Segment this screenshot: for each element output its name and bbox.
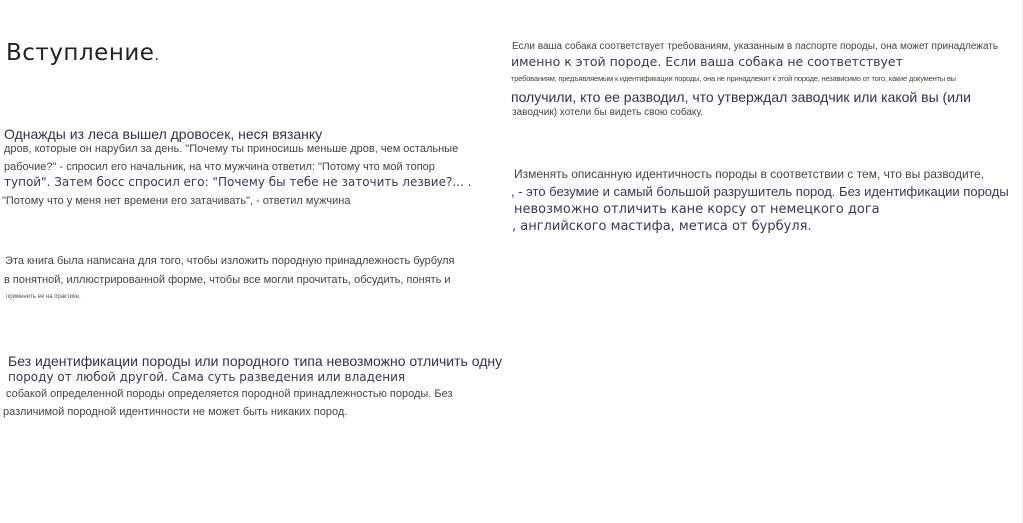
right-p2-line-3: невозможно отличить кане корсу от немецкого дога bbox=[514, 202, 880, 217]
right-p2-line-4: , английского мастифа, метиса от бурбуля. bbox=[512, 219, 812, 234]
left-p2-line-1: Эта книга была написана для того, чтобы изложить породную принадлежность бурбуля bbox=[5, 255, 455, 267]
left-p1-line-3: рабочие?" - спросил его начальник, на что мужчина ответил: "Потому что мой топор bbox=[4, 161, 435, 173]
left-p3-line-4: различимой породной идентичности не может быть никаких пород. bbox=[3, 406, 348, 418]
left-p3-line-2: породу от любой другой. Сама суть разведения или владения bbox=[8, 370, 406, 384]
right-p1-line-3: требованиям, предъявляемым к идентификации породы, она не принадлежит к этой породе, независимо от того, какие документы вы bbox=[511, 74, 956, 83]
left-p2-line-2: в понятной, иллюстрированной форме, чтобы все могли прочитать, обсудить, понять и bbox=[4, 274, 451, 286]
left-p2-line-3: применить ее на практике. bbox=[6, 294, 81, 300]
right-p2-line-1: Изменять описанную идентичность породы в соответствии с тем, что вы разводите, bbox=[514, 167, 985, 181]
page-title bbox=[6, 40, 159, 66]
right-p1-line-4: получили, кто ее разводил, что утверждал заводчик или какой вы (или bbox=[511, 89, 972, 105]
left-p3-line-1: Без идентификации породы или породного типа невозможно отличить одну bbox=[8, 353, 503, 369]
right-p1-line-5: заводчик) хотели бы видеть свою собаку. bbox=[512, 107, 704, 118]
left-p1-line-2: дров, которые он нарубил за день. "Почему ты приносишь меньше дров, чем остальные bbox=[4, 143, 459, 155]
left-p3-line-3: собакой определенной породы определяется породной принадлежностью породы. Без bbox=[6, 388, 453, 400]
title-dot: . bbox=[154, 48, 160, 64]
right-p2-line-2: , - это безумие и самый большой разрушитель пород. Без идентификации породы bbox=[511, 184, 1009, 199]
left-p1-line-5: "Потому что у меня нет времени его затачивать", - ответил мужчина bbox=[2, 195, 351, 207]
title-text: Вступление bbox=[6, 40, 155, 66]
right-p1-line-2: именно к этой породе. Если ваша собака не соответствует bbox=[511, 54, 903, 69]
left-p1-line-1: Однажды из леса вышел дровосек, неся вязанку bbox=[4, 126, 323, 142]
right-p1-line-1: Если ваша собака соответствует требованиям, указанным в паспорте породы, она может принадлежать bbox=[512, 41, 999, 52]
left-p1-line-4: тупой". Затем босс спросил его: "Почему бы тебе не заточить лезвие?... . bbox=[4, 175, 472, 189]
